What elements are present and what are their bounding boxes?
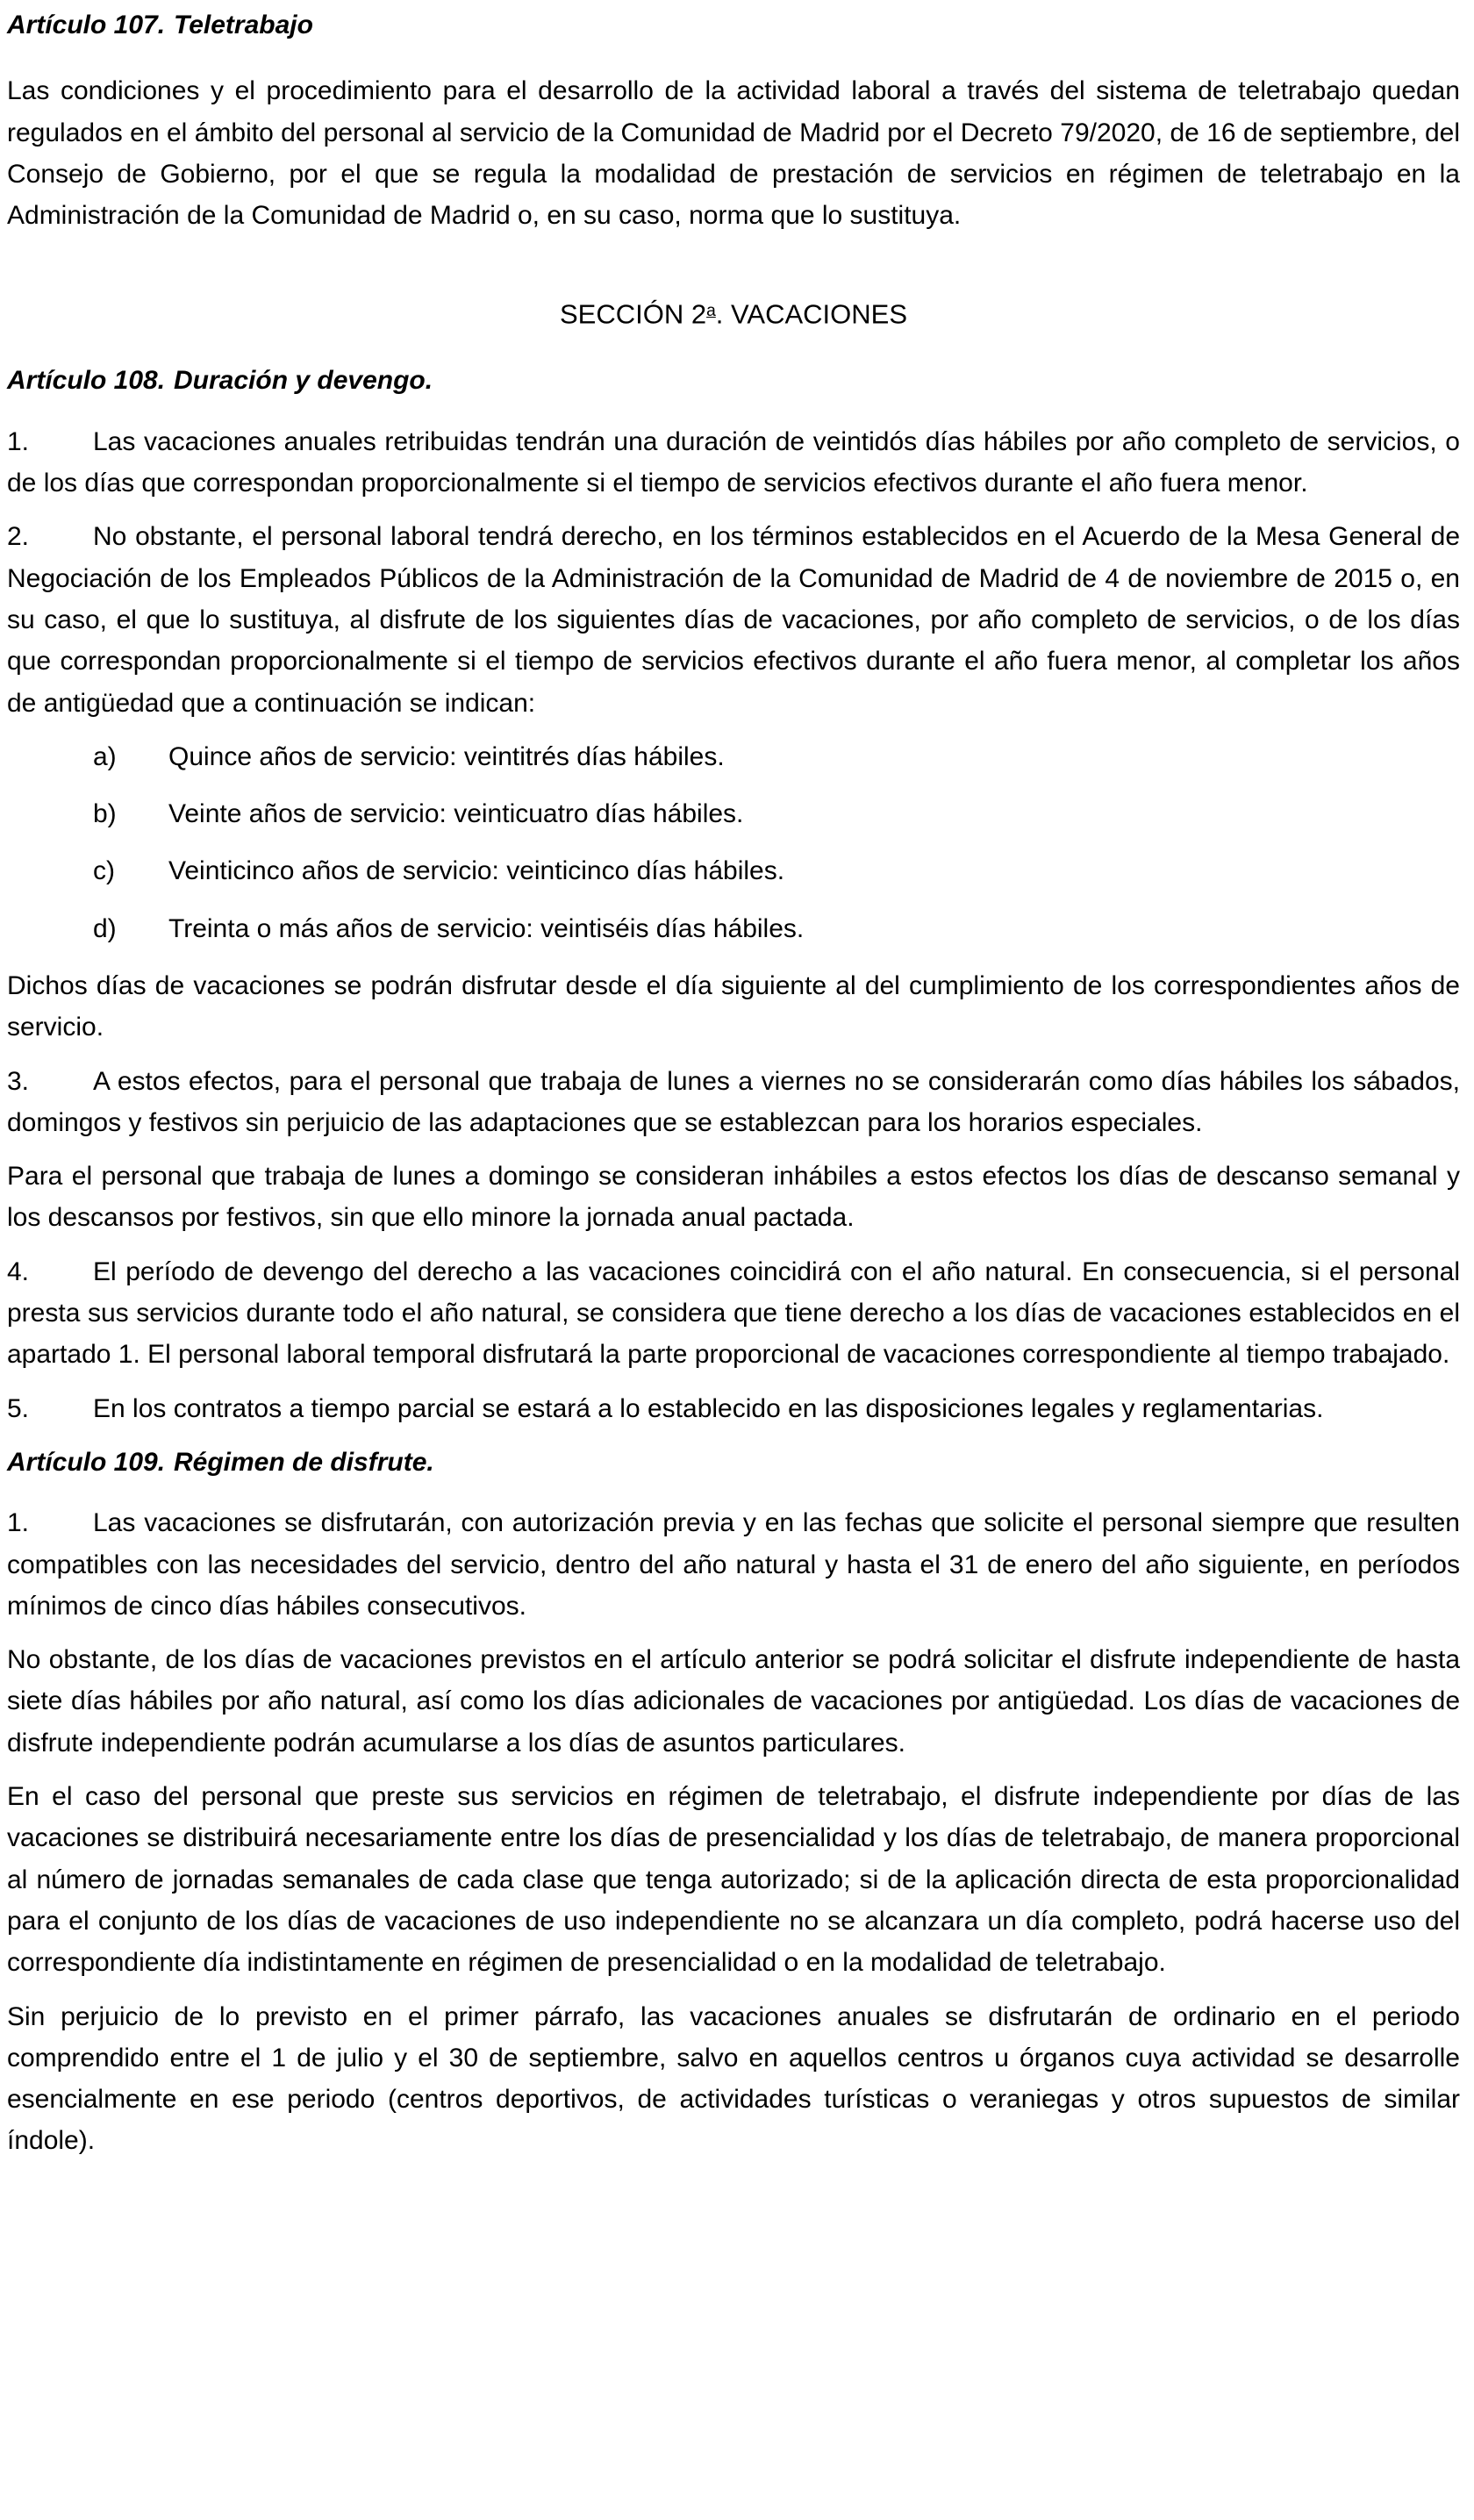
paragraph-109-1-number: 1. bbox=[7, 1508, 30, 1538]
paragraph-109-1-text: Las vacaciones se disfrutarán, con autorización previa y en las fechas que solicite el personal siempre que resulten compatibles con las necesidades del servicio, dentro del año natural y hasta el 31 de enero del año siguiente, en períodos mínimos de cinco días hábiles consecutivos. bbox=[7, 1508, 1460, 1621]
paragraph-108-dichos: Dichos días de vacaciones se podrán disfrutar desde el día siguiente al del cumplimiento de los correspondientes años de servicio. bbox=[7, 970, 1460, 1042]
article-107-heading bbox=[7, 4, 1460, 46]
article-108-title: Duración y devengo. bbox=[174, 366, 433, 396]
section-2-heading-post: . VACACIONES bbox=[715, 299, 907, 331]
paragraph-109-sin-perjuicio: Sin perjuicio de lo previsto en el primer párrafo, las vacaciones anuales se disfrutarán de ordinario en el periodo comprendido entre el 1 de julio y el 30 de septiembre, salvo en aquellos centros u órganos cuya actividad se desarrolle esencialmente en ese periodo (centros deportivos, de actividades turísticas o veraniegas y otros supuestos de similar índole). bbox=[7, 2001, 1460, 2156]
paragraph-108-para-personal: Para el personal que trabaja de lunes a domingo se consideran inhábiles a estos efectos los días de descanso semanal y los descansos por festivos, sin que ello minore la jornada anual pactada. bbox=[7, 1162, 1460, 1233]
list-item-d-text: Treinta o más años de servicio: veintiséis días hábiles. bbox=[168, 913, 805, 943]
paragraph-108-2-number: 2. bbox=[7, 522, 30, 552]
section-2-ordinal: a bbox=[706, 302, 716, 321]
section-2-heading bbox=[7, 290, 1460, 335]
paragraph-108-1-text: Las vacaciones anuales retribuidas tendrán una duración de veintidós días hábiles por año completo de servicios, o de los días que correspondan proporcionalmente si el tiempo de servicios efectivos durante el año fuera menor. bbox=[7, 426, 1460, 498]
article-109-heading bbox=[7, 1442, 1460, 1483]
section-2-heading-pre: SECCIÓN 2 bbox=[560, 299, 707, 331]
list-item-b-text: Veinte años de servicio: veinticuatro días hábiles. bbox=[168, 799, 744, 829]
list-item-c bbox=[7, 850, 1460, 891]
paragraph-108-3-text: A estos efectos, para el personal que trabaja de lunes a viernes no se considerarán como días hábiles los sábados, domingos y festivos sin perjuicio de las adaptaciones que se establezcan para los horarios especiales. bbox=[7, 1066, 1460, 1137]
paragraph-teletrabajo-body: Las condiciones y el procedimiento para el desarrollo de la actividad laboral a través del sistema de teletrabajo quedan regulados en el ámbito del personal al servicio de la Comunidad de Madrid por el Decreto 79/2020, de 16 de septiembre, del Consejo de Gobierno, por el que se regula la modalidad de prestación de servicios en régimen de teletrabajo en la Administración de la Comunidad de Madrid o, en su caso, norma que lo sustituya. bbox=[7, 76, 1460, 231]
list-item-c-text: Veinticinco años de servicio: veinticinco días hábiles. bbox=[168, 856, 785, 886]
list-item-d bbox=[7, 908, 1460, 949]
paragraph-108-3 bbox=[7, 1061, 1460, 1144]
article-108-heading bbox=[7, 360, 1460, 401]
list-item-a-text: Quince años de servicio: veintitrés días hábiles. bbox=[168, 741, 725, 771]
article-109-title: Régimen de disfrute. bbox=[174, 1447, 434, 1477]
list-item-b bbox=[7, 793, 1460, 834]
list-item-c-marker: c) bbox=[93, 856, 115, 886]
list-item-b-marker: b) bbox=[93, 799, 117, 829]
paragraph-109-no-obstante: No obstante, de los días de vacaciones previstos en el artículo anterior se podrá solicitar el disfrute independiente de hasta siete días hábiles por año natural, así como los días adicionales de vacaciones por antigüedad. Los días de vacaciones de disfrute independiente podrán acumularse a los días de asuntos particulares. bbox=[7, 1645, 1460, 1758]
list-item-a-marker: a) bbox=[93, 741, 117, 771]
paragraph-108-5-number: 5. bbox=[7, 1393, 30, 1423]
paragraph-108-3-number: 3. bbox=[7, 1066, 30, 1096]
list-item-a bbox=[7, 736, 1460, 777]
paragraph-108-4-text: El período de devengo del derecho a las vacaciones coincidirá con el año natural. En consecuencia, si el personal presta sus servicios durante todo el año natural, se considera que tiene derecho a los días de vacaciones establecidos en el apartado 1. El personal laboral temporal disfrutará la parte proporcional de vacaciones correspondiente al tiempo trabajado. bbox=[7, 1256, 1460, 1370]
article-108-number: Artículo 108. bbox=[7, 366, 166, 396]
paragraph-108-2-text: No obstante, el personal laboral tendrá derecho, en los términos establecidos en el Acuerdo de la Mesa General de Negociación de los Empleados Públicos de la Administración de la Comunidad de Madrid de 4 de noviembre de 2015 o, en su caso, el que lo sustituya, al disfrute de los siguientes días de vacaciones, por año completo de servicios, o de los días que correspondan proporcionalmente si el tiempo de servicios efectivos durante el año fuera menor, al completar los años de antigüedad que a continuación se indican: bbox=[7, 522, 1460, 718]
paragraph-109-en-el-caso: En el caso del personal que preste sus servicios en régimen de teletrabajo, el disfrute independiente por días de las vacaciones se distribuirá necesariamente entre los días de presencialidad y los días de teletrabajo, de manera proporcional al número de jornadas semanales de cada clase que tenga autorizado; si de la aplicación directa de esta proporcionalidad para el conjunto de los días de vacaciones de uso independiente no se alcanzara un día completo, podrá hacerse uso del correspondiente día indistintamente en régimen de presencialidad o en la modalidad de teletrabajo. bbox=[7, 1782, 1460, 1978]
paragraph-108-5-text: En los contratos a tiempo parcial se estará a lo establecido en las disposiciones legales y reglamentarias. bbox=[93, 1393, 1324, 1423]
paragraph-108-1-number: 1. bbox=[7, 426, 30, 456]
paragraph-108-1 bbox=[7, 421, 1460, 505]
article-109-number: Artículo 109. bbox=[7, 1447, 166, 1477]
article-107-number: Artículo 107. bbox=[7, 11, 166, 39]
paragraph-108-4 bbox=[7, 1251, 1460, 1376]
article-107-title: Teletrabajo bbox=[174, 11, 313, 39]
paragraph-108-2 bbox=[7, 516, 1460, 723]
paragraph-108-4-number: 4. bbox=[7, 1256, 30, 1286]
paragraph-109-1 bbox=[7, 1502, 1460, 1627]
list-item-d-marker: d) bbox=[93, 913, 117, 943]
paragraph-108-5 bbox=[7, 1388, 1460, 1429]
